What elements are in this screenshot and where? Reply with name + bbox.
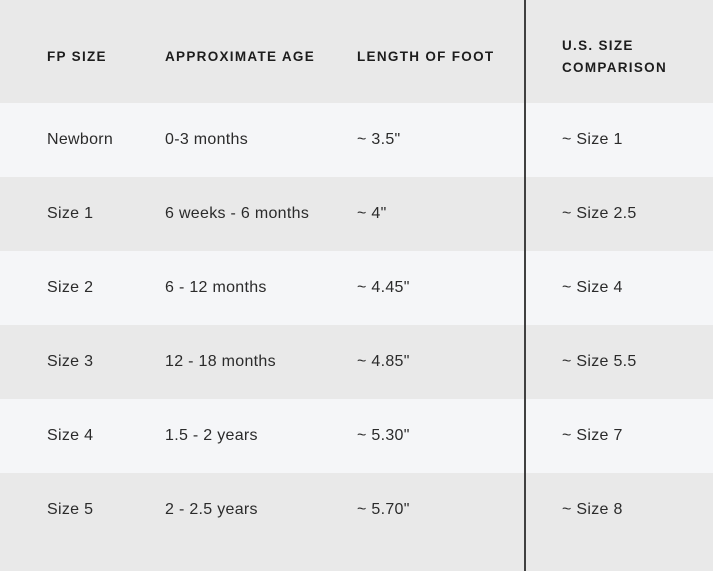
table-header-row [0, 0, 713, 103]
table-row [0, 251, 713, 325]
column-divider-line [524, 0, 526, 571]
us-size-cell: ~ Size 4 [562, 279, 623, 296]
foot-length-cell: ~ 5.30" [357, 427, 410, 444]
foot-length-cell: ~ 4.45" [357, 279, 410, 296]
column-header-approximate-age: APPROXIMATE AGE [165, 48, 316, 64]
column-header-fp-size: FP SIZE [47, 48, 107, 64]
us-size-cell: ~ Size 2.5 [562, 205, 637, 222]
column-header-us-size-comparison: U.S. SIZE COMPARISON [562, 37, 668, 75]
table-row [0, 399, 713, 473]
fp-size-cell: Newborn [47, 131, 114, 148]
foot-length-cell: ~ 3.5" [357, 131, 401, 148]
table-row [0, 103, 713, 177]
us-size-cell: ~ Size 5.5 [562, 353, 637, 370]
us-size-cell: ~ Size 7 [562, 427, 623, 444]
age-cell: 6 weeks - 6 months [165, 205, 310, 222]
us-size-cell: ~ Size 8 [562, 501, 623, 518]
us-size-cell: ~ Size 1 [562, 131, 623, 148]
age-cell: 6 - 12 months [165, 279, 267, 296]
age-cell: 12 - 18 months [165, 353, 276, 370]
fp-size-cell: Size 1 [47, 205, 94, 222]
table-row [0, 473, 713, 547]
foot-length-cell: ~ 4" [357, 205, 387, 222]
age-cell: 0-3 months [165, 131, 249, 148]
column-header-length-of-foot: LENGTH OF FOOT [357, 48, 495, 64]
fp-size-cell: Size 4 [47, 427, 94, 444]
fp-size-cell: Size 5 [47, 501, 94, 518]
foot-length-cell: ~ 5.70" [357, 501, 410, 518]
age-cell: 1.5 - 2 years [165, 427, 258, 444]
fp-size-cell: Size 3 [47, 353, 94, 370]
fp-size-cell: Size 2 [47, 279, 94, 296]
table-row [0, 325, 713, 399]
foot-length-cell: ~ 4.85" [357, 353, 410, 370]
age-cell: 2 - 2.5 years [165, 501, 258, 518]
table-row [0, 177, 713, 251]
